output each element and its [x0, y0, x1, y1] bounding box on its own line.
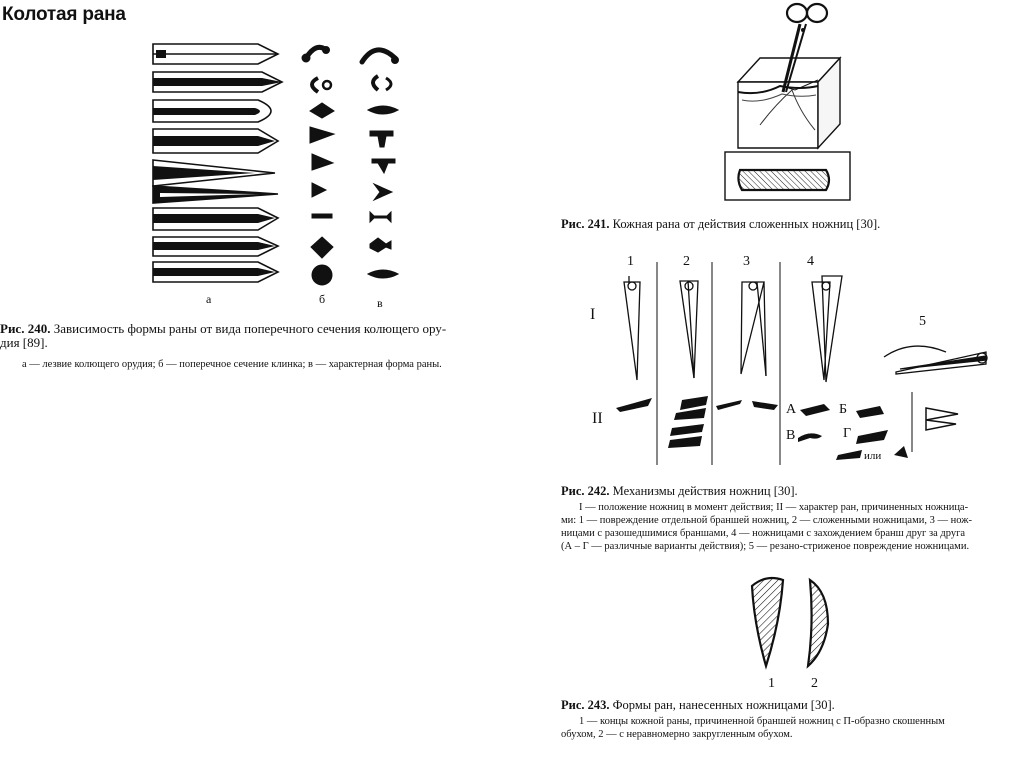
fig240-note: а — лезвие колющего орудия; б — поперечное сечение клинка; в — характерная форма раны. — [22, 359, 442, 370]
wound-shape-1 — [752, 578, 783, 666]
fig242-note-line1: I — положение ножниц в момент действия; II — характер ран, причиненных ножница- — [579, 502, 969, 513]
fig242-label-V: В — [786, 428, 796, 443]
fig242-caption-number: Рис. 242. — [561, 484, 610, 498]
fig242-label-ili: или — [864, 450, 882, 462]
fig241-caption-text: Кожная рана от действия сложенных ножниц [30]. — [612, 217, 881, 231]
fig242-row-I: I — [590, 306, 596, 323]
fig240-caption-number: Рис. 240. — [0, 321, 51, 336]
fig242-num-1: 1 — [627, 254, 634, 269]
fig243-note-line2: обухом, 2 — с неравномерно закругленным обухом. — [561, 729, 793, 740]
fig243-num-2: 2 — [811, 676, 818, 691]
fig243-caption — [561, 698, 1021, 712]
fig242-num-5: 5 — [919, 314, 926, 329]
fig242-label-G: Г — [843, 426, 852, 441]
fig242-num-3: 3 — [743, 254, 750, 269]
fig241-caption-number: Рис. 241. — [561, 217, 610, 231]
page-title: Колотая рана — [2, 4, 126, 25]
fig240-caption-line2: дия [89]. — [0, 335, 48, 350]
fig242-num-2: 2 — [683, 254, 690, 269]
fig242-row-II: II — [592, 410, 603, 427]
fig240-col-v-label: в — [377, 296, 383, 310]
fig242-note-line2: ми: 1 — повреждение отдельной браншей ножниц, 2 — сложенными ножницами, 3 — нож- — [561, 515, 972, 526]
fig242-note-line4: (А – Г — различные варианты действия); 5 — резано-стриженое повреждение ножницами. — [561, 541, 970, 552]
fig243-note-line1: 1 — концы кожной раны, причиненной браншей ножниц с П-образно скошенным — [579, 716, 945, 727]
fig242-label-B: Б — [839, 402, 848, 417]
fig242-label-A: А — [786, 402, 797, 417]
wound-shape-2 — [808, 580, 828, 666]
fig243-caption-number: Рис. 243. — [561, 698, 610, 712]
fig240-caption-line1: Зависимость формы раны от вида поперечного сечения колющего ору- — [53, 321, 447, 336]
fig243-num-1: 1 — [768, 676, 775, 691]
fig243-note — [561, 715, 1024, 741]
fig240-col-a-label: а — [206, 292, 212, 306]
fig240-col-b-label: б — [319, 292, 326, 306]
fig243-caption-text: Формы ран, нанесенных ножницами [30]. — [612, 698, 835, 712]
fig242-note-line3: ницами с разошедшимися браншами, 4 — ножницами с захождением бранш друг за друга — [561, 528, 966, 539]
fig242-caption-text: Механизмы действия ножниц [30]. — [612, 484, 798, 498]
fig242-num-4: 4 — [807, 254, 814, 269]
